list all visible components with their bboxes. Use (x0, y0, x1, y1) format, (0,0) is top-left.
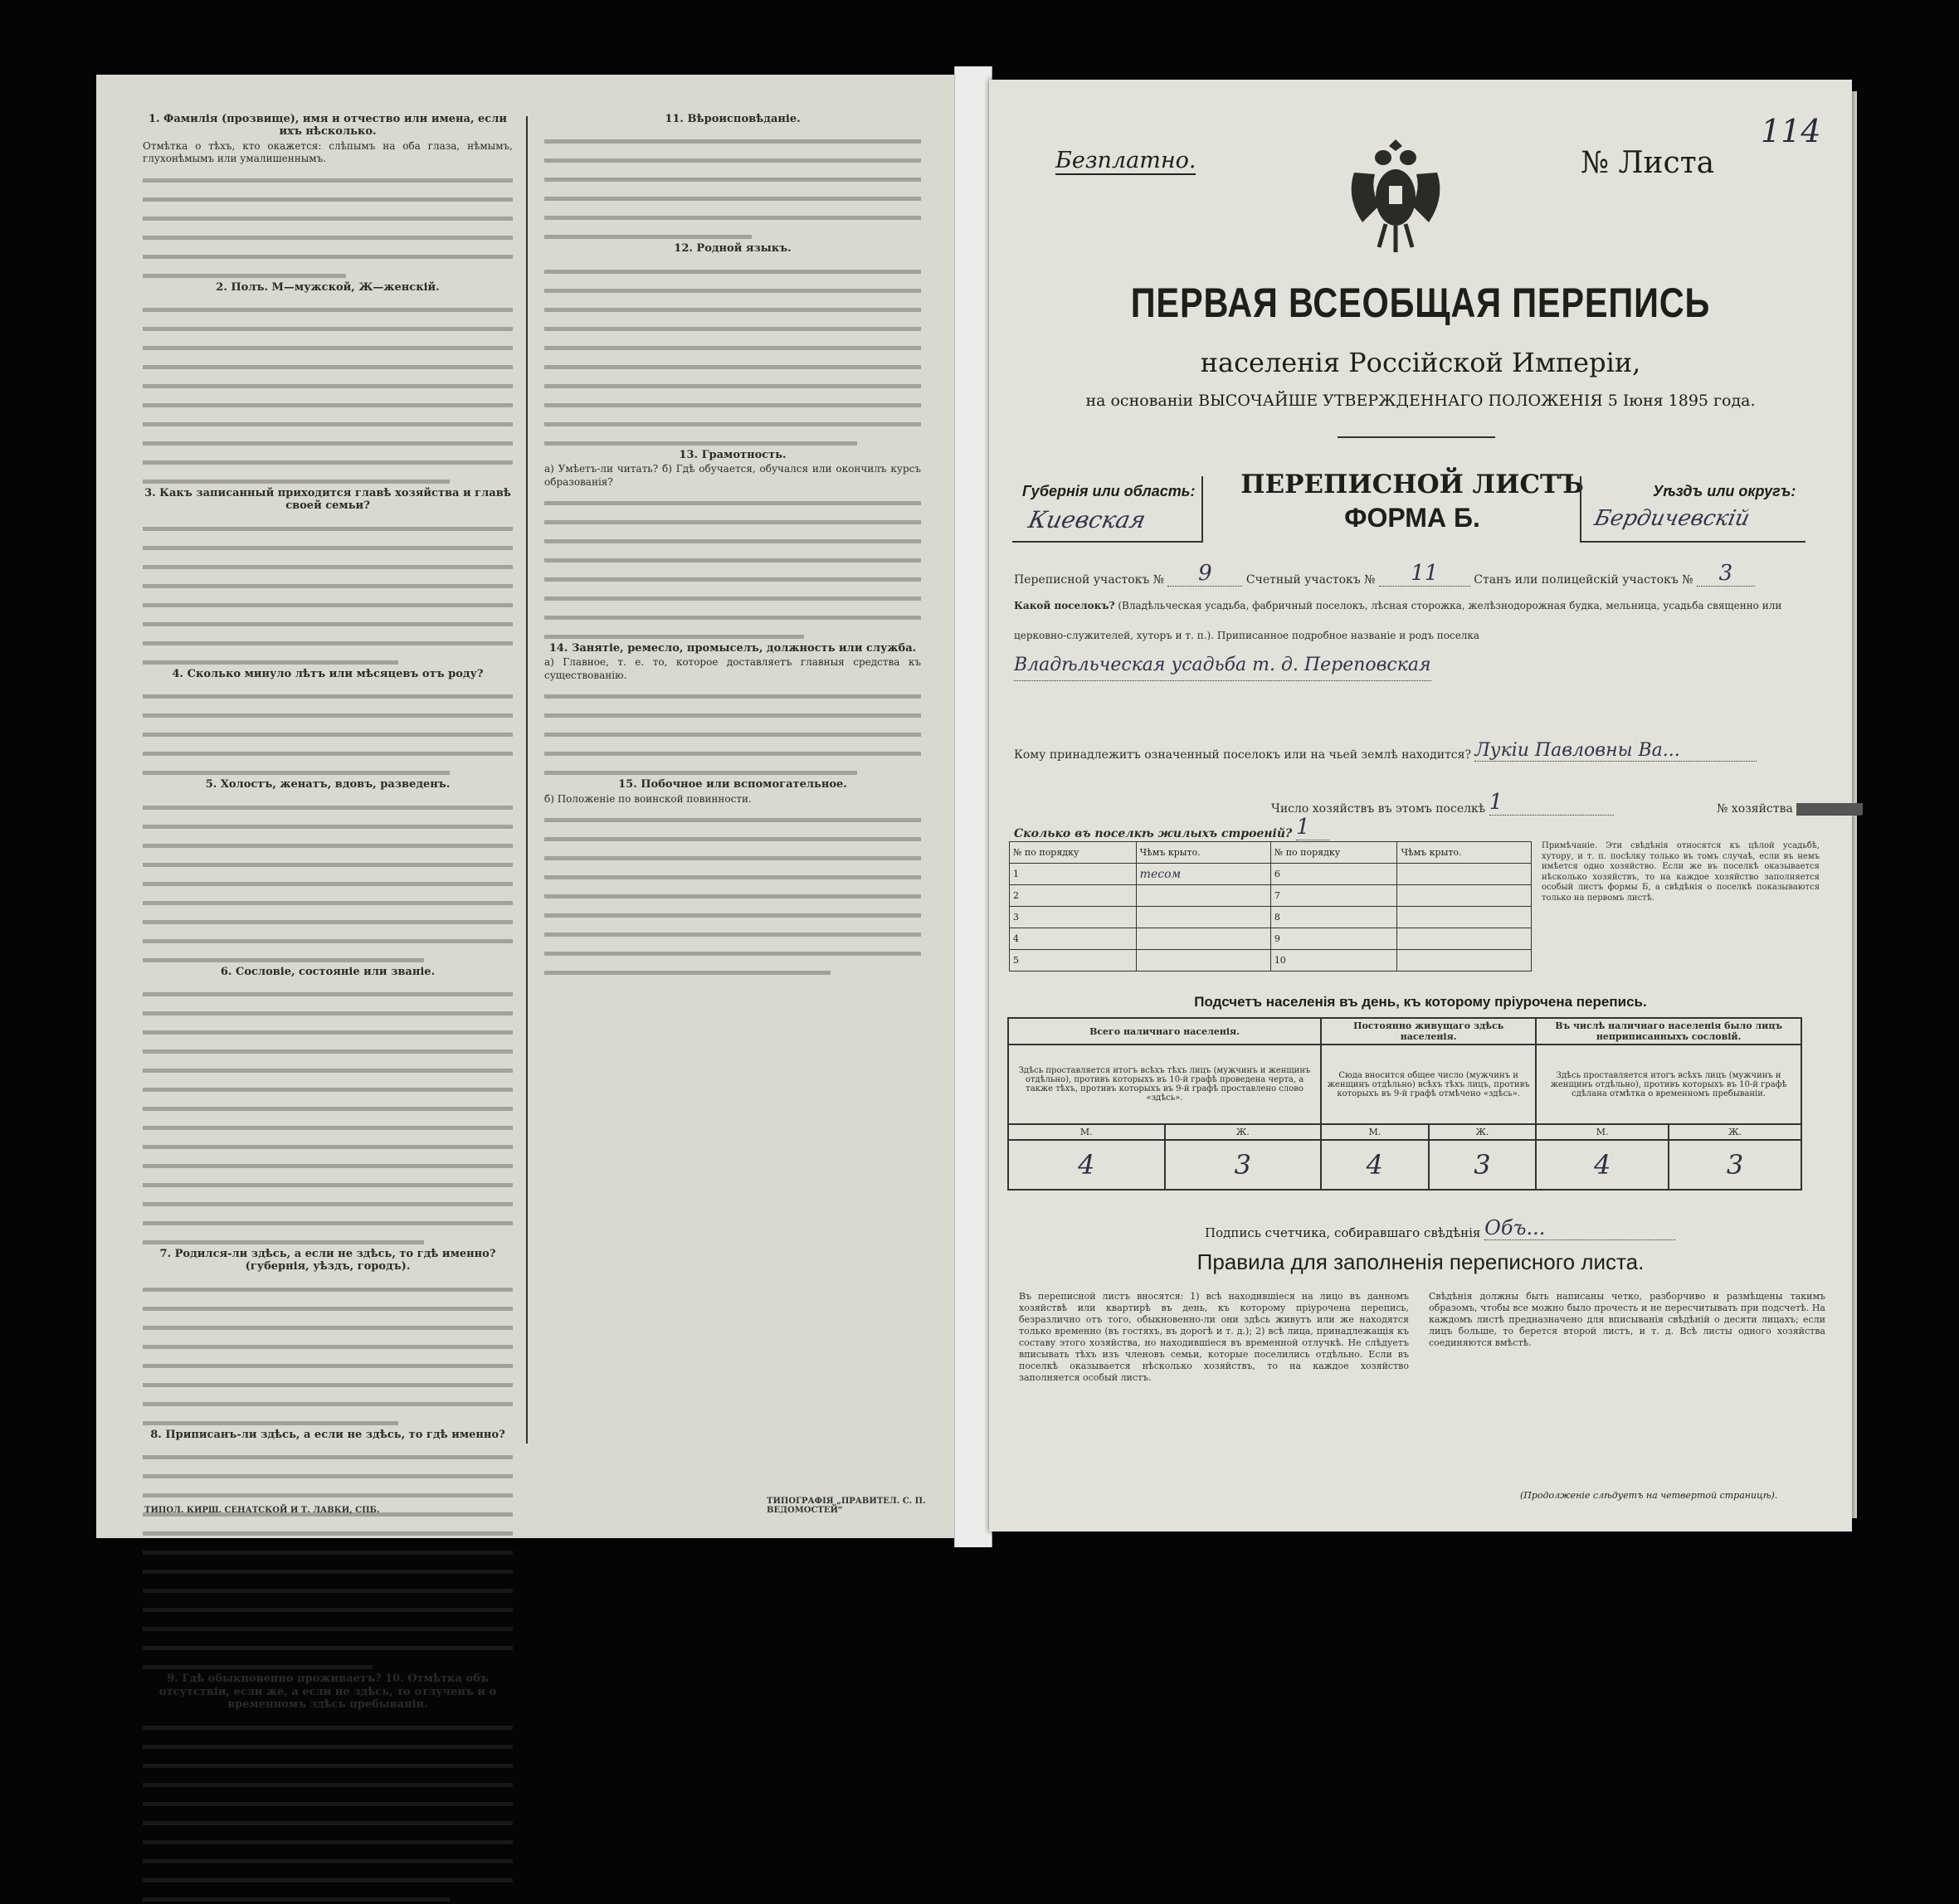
sheet-number-label: № Листа (1581, 146, 1715, 180)
divider (1338, 436, 1495, 438)
population-count-title: Подсчетъ населенія въ день, къ которому пріурочена перепись. (1194, 994, 1647, 1010)
signature-label: Подпись счетчика, собиравшаго свѣдѣнія (1205, 1225, 1481, 1240)
households-value: 1 (1489, 790, 1614, 816)
signature-value: Объ... (1484, 1216, 1675, 1240)
illegible-text-block (143, 295, 513, 484)
sheet-number-handwritten: 114 (1761, 113, 1821, 149)
owner-label: Кому принадлежитъ означенный поселокъ или на чьей землѣ находится? (1014, 748, 1471, 762)
row-no: 9 (1270, 928, 1397, 950)
illegible-text-block (143, 1713, 513, 1902)
gubernia-value: Киевская (1026, 506, 1148, 533)
section-text: а) Умѣетъ-ли читать? б) Гдѣ обучается, обучался или окончилъ курсъ образованія? (544, 463, 921, 488)
population-table (1007, 1017, 1802, 1191)
census-form-page (989, 80, 1852, 1531)
illegible-text-block (544, 806, 921, 975)
instructions-column-1 (143, 110, 513, 1904)
form-legal-basis: на основаніи ВЫСОЧАЙШЕ УТВЕРЖДЕННАГО ПОЛОЖЕНІЯ 5 Іюня 1895 года. (1085, 392, 1756, 410)
roof-value: тесом (1136, 864, 1270, 885)
gubernia-label: Губернія или область: (1022, 483, 1196, 499)
illegible-text-block (544, 489, 921, 639)
section-heading: 14. Занятіе, ремесло, промыселъ, должность или служба. (548, 642, 917, 655)
section-heading: 4. Сколько минуло лѣтъ или мѣсяцевъ отъ роду? (172, 667, 484, 680)
section-heading: 9. Гдѣ обыкновенно проживаетъ? 10. Отмѣтка объ отсутствіи, если же, а если не здѣсь, то отлученъ и о временномъ здѣсь пребываніи. (158, 1673, 497, 1712)
households-label: Число хозяйствъ въ этомъ поселкѣ (1271, 802, 1486, 816)
col-header: № по порядку (1010, 842, 1137, 864)
sex-label: Ж. (1429, 1124, 1537, 1140)
section-text: б) Положеніе по воинской повинности. (544, 792, 752, 805)
instructions-column-2 (544, 110, 921, 977)
section-heading: 6. Сословіе, состояніе или званіе. (220, 965, 436, 978)
section-heading: 2. Полъ. М—мужской, Ж—женскій. (216, 280, 440, 294)
rules-column-1: Въ переписной листъ вносятся: 1) всѣ находившіеся на лицо въ данномъ хозяйствѣ или квартирѣ въ день, къ которому пріурочена перепись, безразлично отъ того, обыкновенно-ли они здѣсь живутъ или же находятся только временно (въ гостяхъ, въ дорогѣ и т. д.); 2) всѣ лица, принадлежащія къ составу этого хозяйства, но находившіеся въ временной отлучкѣ. Не слѣдуетъ вписывать тѣхъ изъ членовъ семьи, которые поселились отдѣльно. Если въ поселкѣ оказывается нѣсколько хозяйствъ, то на каждое хозяйство заполняется особый листъ. (1019, 1291, 1409, 1383)
section-heading: 11. Вѣроисповѣданіе. (665, 113, 801, 125)
sex-label: Ж. (1669, 1124, 1801, 1140)
section-text: Отмѣтка о тѣхъ, кто окажется: слѣпымъ на оба глаза, нѣмымъ, глухонѣмымъ или умалишеннымъ. (143, 139, 513, 165)
pop-header: Всего наличнаго населенія. (1008, 1018, 1321, 1045)
illegible-text-block (544, 127, 921, 239)
rules-continued-note: (Продолженіе слѣдуетъ на четвертой страницѣ). (1520, 1490, 1778, 1501)
section-heading: 15. Побочное или вспомогательное. (618, 778, 847, 791)
buildings-value: 1 (1296, 815, 1329, 840)
owner-row (1014, 740, 1757, 762)
sex-label: М. (1321, 1124, 1429, 1140)
row-no: 6 (1270, 864, 1397, 885)
count-value: 3 (1429, 1140, 1537, 1190)
signature-row (1205, 1216, 1675, 1240)
settlement-row (1014, 591, 1827, 681)
perepisnoi-value: 9 (1167, 561, 1242, 587)
section-text: а) Главное, т. е. то, которое доставляетъ главныя средства къ существованію. (544, 656, 921, 681)
form-subtitle: населенія Россійской Имперіи, (1200, 347, 1641, 378)
form-type: ФОРМА Б. (1344, 503, 1480, 533)
count-value: 4 (1536, 1140, 1669, 1190)
count-value: 4 (1008, 1140, 1165, 1190)
household-no-label: № хозяйства (1717, 802, 1793, 816)
printer-imprint-right: ТИПОГРАФІЯ „ПРАВИТЕЛ. С. П. ВЕДОМОСТЕЙ“ (767, 1497, 926, 1515)
sex-label: М. (1536, 1124, 1669, 1140)
rules-column-2: Свѣдѣнія должны быть написаны четко, разборчиво и размѣщены такимъ образомъ, чтобы все можно было прочесть и не пересчитывать при подсчетѣ. На каждомъ листѣ предназначено для вписыванія свѣдѣній о десяти лицахъ; если лицъ больше, то берется второй листъ, и т. д. Всѣ листы одного хозяйства соединяются вмѣстѣ. (1429, 1291, 1825, 1348)
rules-title: Правила для заполненія переписного листа. (1196, 1249, 1645, 1274)
sex-label: М. (1008, 1124, 1165, 1140)
uezd-value: Бердичевскій (1591, 506, 1752, 531)
section-heading: 12. Родной языкъ. (674, 242, 792, 256)
row-no: 8 (1270, 907, 1397, 928)
illegible-text-block (143, 514, 513, 665)
schetny-label: Счетный участокъ № (1245, 573, 1376, 587)
row-no: 1 (1010, 864, 1137, 885)
imperial-eagle-emblem (1338, 131, 1454, 256)
buildings-note: Примѣчаніе. Эти свѣдѣнія относятся къ цѣлой усадьбѣ, хутору, и т. п. посѣлку только въ томъ случаѣ, если въ немъ имѣется одно хозяйство. Если же въ поселкѣ оказывается нѣсколько хозяйствъ, то на каждое хозяйство заполняется особый листъ формы Б, а свѣдѣнія о поселкѣ показываются только на первомъ листѣ. (1542, 841, 1820, 903)
illegible-text-block (143, 682, 513, 775)
pop-description: Здѣсь проставляется итогъ всѣхъ тѣхъ лицъ (мужчинъ и женщинъ отдѣльно), противъ которыхъ въ 10-й графѣ проведена черта, а также тѣхъ, противъ которыхъ въ 9-й графѣ проставлено слово «здѣсь». (1008, 1045, 1321, 1124)
column-divider (526, 116, 528, 1444)
count-value: 3 (1165, 1140, 1322, 1190)
count-value: 3 (1669, 1140, 1801, 1190)
illegible-text-block (544, 257, 921, 446)
free-label: Безплатно. (1055, 148, 1196, 173)
row-no: 2 (1010, 885, 1137, 907)
pop-description: Здѣсь проставляется итогъ всѣхъ лицъ (мужчинъ и женщинъ отдѣльно), противъ которыхъ въ 10-й графѣ сдѣлана отмѣтка о временномъ пребываніи. (1536, 1045, 1801, 1124)
settlement-value: Владѣльческая усадьба т. д. Переповская (1014, 650, 1431, 681)
col-header: Чѣмъ крыто. (1136, 842, 1270, 864)
pop-description: Сюда вносится общее число (мужчинъ и женщинъ отдѣльно) всѣхъ тѣхъ лицъ, противъ которыхъ въ 9-й графѣ отмѣчено «здѣсь». (1321, 1045, 1536, 1124)
row-no: 3 (1010, 907, 1137, 928)
sex-label: Ж. (1165, 1124, 1322, 1140)
illegible-text-block (143, 1443, 513, 1669)
pop-header: Постоянно живущаго здѣсь населенія. (1321, 1018, 1536, 1045)
left-page (96, 75, 959, 1712)
section-heading: 8. Приписанъ-ли здѣсь, а если не здѣсь, то гдѣ именно? (150, 1428, 505, 1441)
illegible-text-block (143, 1275, 513, 1425)
section-heading: 1. Фамилія (прозвище), имя и отчество или имена, если ихъ нѣсколько. (148, 113, 508, 139)
district-row (1014, 561, 1755, 587)
section-heading: 7. Родился-ли здѣсь, а если не здѣсь, то гдѣ именно? (губернія, уѣздъ, городъ). (159, 1248, 496, 1273)
uezd-label: Уѣздъ или округъ: (1653, 483, 1796, 499)
list-title: ПЕРЕПИСНОЙ ЛИСТЪ (1240, 470, 1584, 499)
schetny-value: 11 (1379, 561, 1470, 587)
col-header: № по порядку (1270, 842, 1397, 864)
settlement-hint: (Владѣльческая усадьба, фабричный поселокъ, лѣсная сторожка, желѣзнодорожная будка, мельница, усадьба священно или церковно-служителей, хуторъ и т. п.). Приписанное подробное названіе и родъ поселка (1014, 600, 1782, 641)
perepisnoi-label: Переписной участокъ № (1014, 573, 1164, 587)
printer-imprint-left: ТИПОЛ. КИРШ. СЕНАТСКОЙ И Т. ЛАВКИ, СПБ. (144, 1506, 380, 1515)
owner-value: Лукіи Павловны Ва... (1474, 740, 1757, 762)
illegible-text-block (143, 980, 513, 1244)
buildings-table (1009, 841, 1532, 971)
illegible-text-block (143, 793, 513, 962)
section-heading: 13. Грамотность. (679, 448, 787, 461)
row-no: 4 (1010, 928, 1137, 950)
row-no: 5 (1010, 950, 1137, 971)
stan-label: Станъ или полицейскій участокъ № (1474, 573, 1693, 587)
book-spine (954, 66, 992, 1547)
buildings-row (1014, 815, 1329, 840)
form-title: ПЕРВАЯ ВСЕОБЩАЯ ПЕРЕПИСЬ (1130, 280, 1711, 326)
illegible-text-block (143, 166, 513, 278)
buildings-label: Сколько въ поселкѣ жилыхъ строеній? (1014, 827, 1293, 840)
pop-header: Въ числѣ наличнаго населенія было лицъ неприписанныхъ сословій. (1536, 1018, 1801, 1045)
stan-value: 3 (1697, 561, 1755, 587)
households-row (1271, 790, 1863, 816)
count-value: 4 (1321, 1140, 1429, 1190)
row-no: 10 (1270, 950, 1397, 971)
illegible-text-block (544, 682, 921, 775)
settlement-label: Какой поселокъ? (1014, 600, 1115, 611)
household-no-value (1796, 803, 1863, 816)
section-heading: 5. Холостъ, женатъ, вдовъ, разведенъ. (205, 778, 451, 791)
row-no: 7 (1270, 885, 1397, 907)
section-heading: 3. Какъ записанный приходится главѣ хозяйства и главѣ своей семьи? (144, 487, 511, 513)
col-header: Чѣмъ крыто. (1397, 842, 1532, 864)
